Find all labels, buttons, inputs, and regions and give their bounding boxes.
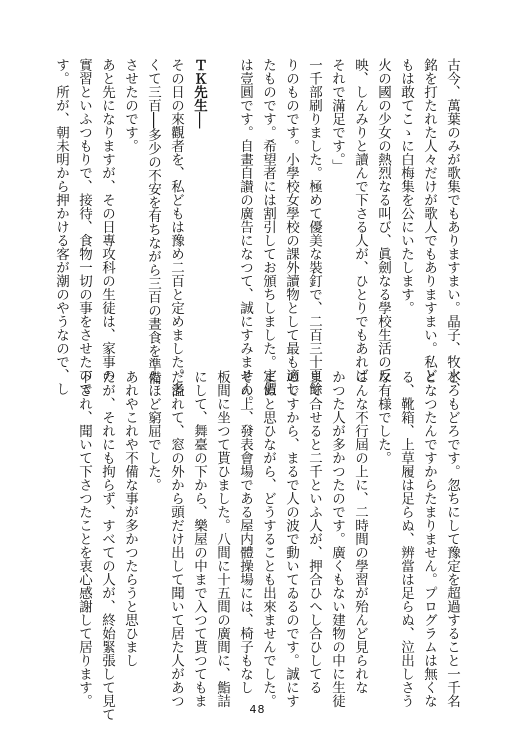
text-column: にして、舞臺の下から、樂屋の中まで入つて貰つてもま <box>191 370 207 708</box>
text-column: それで滿足です。」 <box>329 58 345 173</box>
text-column: 一千部刷りました。極めて優美な裝釘で、二百三十頁餘 <box>306 58 322 396</box>
text-column: 下され、聞いて下さつたことを衷心感謝して居ります。 <box>76 370 92 708</box>
text-column: どろもどろです。忽ちにして豫定を超過すること一千名 <box>444 370 460 708</box>
page-number: 48 <box>249 703 266 716</box>
text-column <box>210 58 233 344</box>
text-column: その日の來觀者を、私どもは豫め二百と定めました。多 <box>168 58 184 396</box>
text-column: させたのです。 <box>122 58 138 153</box>
text-column: ＴＫ先生── <box>191 58 207 129</box>
text-column: あれやこれや不備な事が多かつたらうと思ひまし <box>122 370 138 667</box>
text-column: 實習といふつもりで、接待、食物一切の事をさせたので <box>76 58 92 396</box>
text-column: もは敢てこゝに白梅集を公にいたします。 <box>398 58 414 315</box>
text-column: のですから、まるで人の波で動いてゐるのです。誠にす <box>283 370 299 708</box>
text-column: りのものです。小學校女學校の課外讀物として最も適し <box>283 58 299 396</box>
text-column: たが、それにも拘らず、すべての人が、終始緊張して見て <box>99 370 115 721</box>
text-column: こんな不行屆の上に、二時間の學習が殆んど見られな <box>352 370 368 694</box>
text-column: たものです。希望者には割引してお頒ちしました。定價 <box>260 58 276 396</box>
text-column: な有様でした。 <box>375 370 391 465</box>
text-column: かつた人が多かつたのです。廣くもない建物の中に生徒 <box>329 370 345 708</box>
text-column: 銘を打たれた人々だけが歌人でもありますまい。私ど <box>421 58 437 382</box>
text-column: だ溢れて、窓の外から頭だけ出して聞いて居た人があつ <box>168 370 184 708</box>
text-column: その上、發表會場である屋内體操場には、椅子もなし <box>237 370 253 694</box>
text-column: 古今、萬葉のみが歌集でもありますまい。晶子、牧水、 <box>444 58 460 396</box>
text-column: 板間に坐つて貰ひました。八間に十五間の廣間に、鮨詰 <box>214 370 230 708</box>
text-column: 火の國の少女の熱烈なる叫び、眞劍なる學校生活の反 <box>375 58 391 382</box>
text-column: まぬと思ひながら、どうすることも出來ませんでした。 <box>260 370 276 708</box>
text-column: たほど窮屈でした。 <box>145 370 161 492</box>
upper-text-block <box>49 58 463 409</box>
text-column: まで合せると二千といふ人が、押合ひへし合ひしてる <box>306 370 322 694</box>
text-column: くて三百──多少の不安を有ちながら三百の晝食を準備 <box>145 58 161 385</box>
text-column: す。所が、朝未明から押かける客が潮のやうなので、し <box>53 58 69 396</box>
text-column: あと先になりますが、その日專攻科の生徒は、家事の <box>99 58 115 382</box>
text-column: る、靴箱、上草履は足らぬ、辨當は足らぬ、泣出しさう <box>398 370 414 708</box>
text-column: となつたんですからたまりません。プログラムは無くな <box>421 370 437 708</box>
text-column: 映、しんみりと讀んで下さる人が、ひとりでもあれば <box>352 58 368 382</box>
text-column: は壹圓です。自畫自讃の廣告になつて、誠にすみません。 <box>237 58 253 409</box>
